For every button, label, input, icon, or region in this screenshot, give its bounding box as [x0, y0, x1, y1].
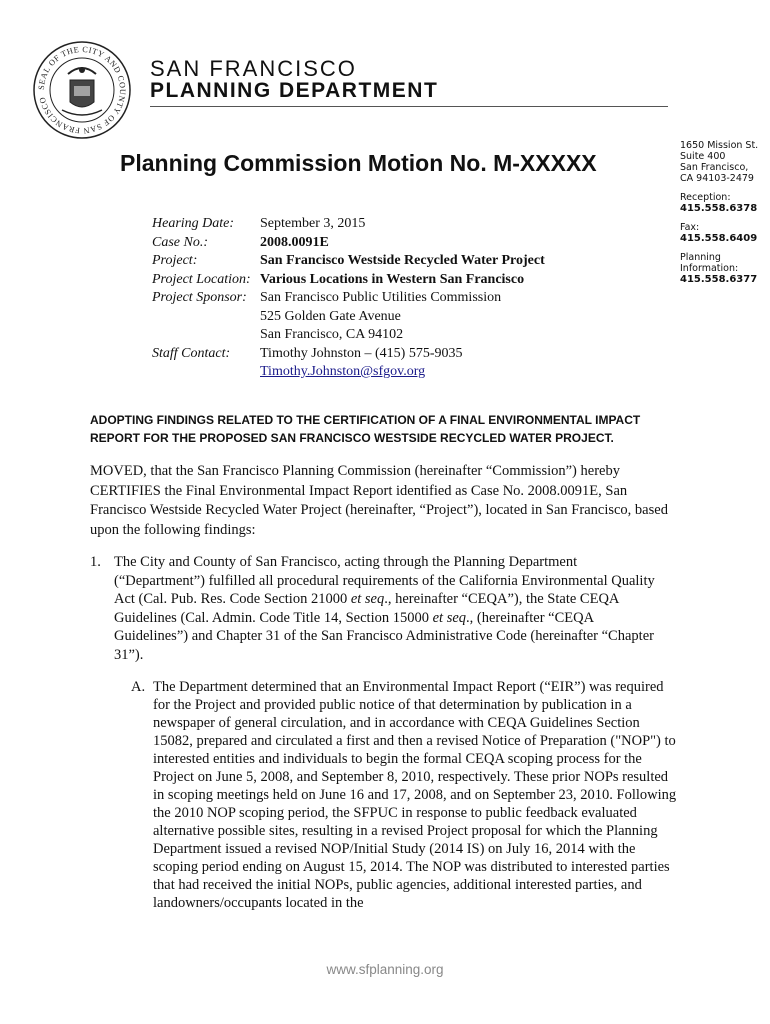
address-line: 1650 Mission St. [680, 140, 759, 151]
project-sponsor-label: Project Sponsor: [152, 290, 247, 305]
staff-contact-label: Staff Contact: [152, 345, 231, 361]
finding-text-segment: ., (hereinafter “CEQA Guidelines”) and Chapter 31 of the San Francisco Administrative Code (hereinafter “Chapter 31”). [114, 609, 654, 663]
address-line: CA 94103-2479 [680, 173, 754, 184]
footer-website: www.sfplanning.org [326, 962, 444, 977]
address-line: Suite 400 [680, 151, 726, 162]
sponsor-line: San Francisco, CA 94102 [260, 327, 404, 342]
finding-text-italic: et seq [350, 591, 385, 607]
finding-a [131, 678, 681, 912]
project-location-value: Various Locations in Western San Francisco [260, 271, 525, 287]
staff-contact-name: Timothy Johnston – (415) 575-9035 [260, 345, 463, 361]
address-line: San Francisco, [680, 162, 749, 173]
finding-1 [90, 553, 665, 664]
contact-sidebar [680, 140, 768, 293]
address-block [680, 140, 768, 184]
planning-info-label: Planning [680, 252, 721, 263]
reception-label: Reception: [680, 192, 731, 203]
org-name-line1: SAN FRANCISCO [150, 56, 357, 81]
finding-1-text [114, 553, 665, 664]
staff-contact-value [260, 345, 545, 382]
finding-text-segment: The City and County of San Francisco, acting through the Planning Department (“Department”) fulfilled all procedural requirements of the California Environmental Quality Act (Cal. Pub. Res. Code Section 21000 [114, 554, 655, 607]
sponsor-line: 525 Golden Gate Avenue [260, 308, 401, 324]
project-value: San Francisco Westside Recycled Water Project [260, 253, 545, 268]
motion-title: Planning Commission Motion No. M-XXXXX [120, 150, 597, 176]
hearing-date-label: Hearing Date: [152, 216, 235, 231]
project-label: Project: [152, 253, 198, 268]
reception-block [680, 192, 768, 214]
planning-info-label: Information: [680, 263, 739, 274]
project-sponsor-value [260, 289, 545, 345]
finding-a-text: The Department determined that an Environmental Impact Report (“EIR”) was required for the Project and provided public notice of that determination by publication in a newspaper of general circulation, and in accordance with CEQA Guidelines Section 15082, prepared and circulated a first and then a revised Notice of Preparation ("NOP") to interested entities and individuals to begin the formal CEQA scoping process for the Project on June 5, 2008, and September 8, 2010, respectively. These prior NOPs resulted in scoping meetings held on June 16 and 17, 2008, and on September 23, 2010. Following the 2010 NOP scoping period, the SFPUC in response to public feedback evaluated alternative possible sites, resulting in a revised Project proposal for which the Planning Department issued a revised NOP/Initial Study (2014 IS) on July 16, 2014 with the scoping period ending on August 15, 2014. The NOP was distributed to interested parties that had received the initial NOPs, public agencies, additional interested parties, and landowners/occupants located in the [153, 679, 677, 911]
finding-letter: A. [131, 679, 146, 695]
finding-number: 1. [90, 554, 101, 570]
planning-info-block [680, 252, 768, 285]
org-name-line2: PLANNING DEPARTMENT [150, 79, 439, 102]
fax-label: Fax: [680, 222, 700, 233]
motion-heading: ADOPTING FINDINGS RELATED TO THE CERTIFICATION OF A FINAL ENVIRONMENTAL IMPACT REPORT FOR THE PROPOSED SAN FRANCISCO WESTSIDE RECYCLED WATER PROJECT. [90, 413, 641, 445]
sponsor-line: San Francisco Public Utilities Commission [260, 290, 502, 305]
fax-block [680, 222, 768, 244]
fax-number: 415.558.6409 [680, 233, 758, 244]
case-no-label: Case No.: [152, 234, 208, 250]
header-rule [150, 106, 668, 107]
hearing-date-value: September 3, 2015 [260, 216, 366, 231]
project-location-label: Project Location: [152, 271, 251, 287]
moved-paragraph: MOVED, that the San Francisco Planning Commission (hereinafter “Commission”) hereby CERTIFIES the Final Environmental Impact Report identified as Case No. 2008.0091E, San Francisco Westside Recycled Water Project (hereinafter, “Project”), located in San Francisco, based upon the following findings: [90, 463, 668, 538]
svg-text:SEAL OF THE CITY AND COUNTY OF: SEAL OF THE CITY AND COUNTY OF SAN FRANCISCO [36, 44, 128, 136]
city-seal-logo [32, 40, 132, 140]
finding-text-italic: et seq [432, 609, 467, 626]
planning-info-number: 415.558.6377 [680, 274, 758, 285]
case-no-value: 2008.0091E [260, 234, 329, 250]
reception-number: 415.558.6378 [680, 203, 758, 214]
finding-text-segment: ., hereinafter “CEQA”), the State CEQA Guidelines (Cal. Admin. Code Title 14, Section 15000 [114, 591, 619, 626]
case-metadata [152, 215, 545, 382]
staff-email-link[interactable]: Timothy.Johnston@sfgov.org [260, 364, 426, 379]
